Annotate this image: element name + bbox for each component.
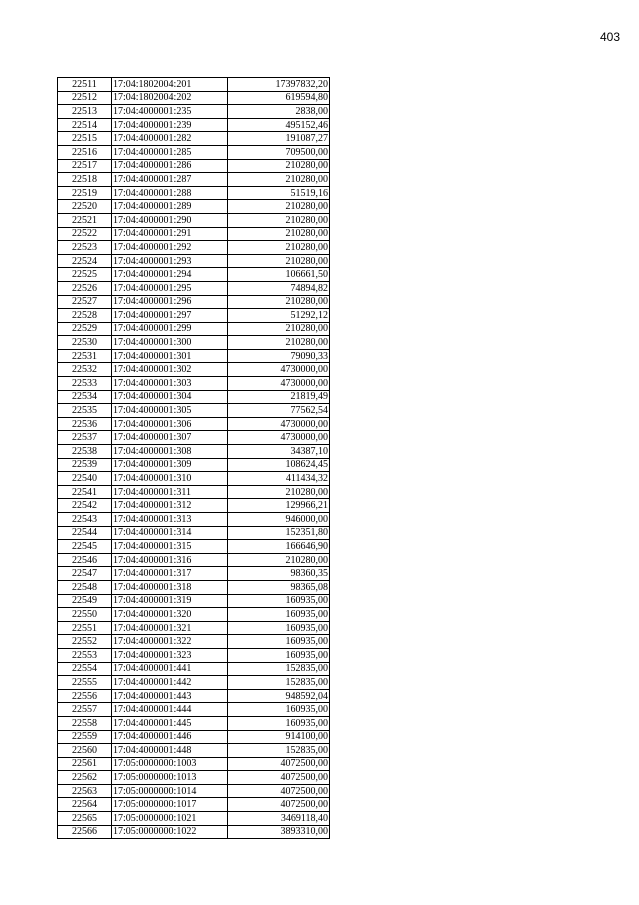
row-number-cell: 22513: [58, 105, 112, 119]
cadastral-number-cell: 17:04:4000001:321: [112, 621, 228, 635]
row-number-cell: 22541: [58, 485, 112, 499]
cadastral-number-cell: 17:04:4000001:312: [112, 499, 228, 513]
table-row: [58, 363, 330, 377]
row-number-cell: 22526: [58, 281, 112, 295]
cadastral-value-cell: 191087,27: [228, 132, 330, 146]
cadastral-number-cell: 17:04:4000001:292: [112, 241, 228, 255]
cadastral-number-cell: 17:04:4000001:319: [112, 594, 228, 608]
row-number-cell: 22548: [58, 580, 112, 594]
cadastral-value-cell: 152835,00: [228, 744, 330, 758]
row-number-cell: 22519: [58, 186, 112, 200]
row-number-cell: 22521: [58, 213, 112, 227]
table-row: [58, 241, 330, 255]
cadastral-value-cell: 210280,00: [228, 295, 330, 309]
row-number-cell: 22543: [58, 513, 112, 527]
cadastral-number-cell: 17:04:4000001:299: [112, 322, 228, 336]
cadastral-value-cell: 210280,00: [228, 254, 330, 268]
row-number-cell: 22527: [58, 295, 112, 309]
cadastral-number-cell: 17:04:4000001:294: [112, 268, 228, 282]
cadastral-number-cell: 17:04:4000001:290: [112, 213, 228, 227]
cadastral-number-cell: 17:04:4000001:239: [112, 118, 228, 132]
table-row: [58, 526, 330, 540]
table-row: [58, 458, 330, 472]
cadastral-value-cell: 210280,00: [228, 227, 330, 241]
row-number-cell: 22539: [58, 458, 112, 472]
table-row: [58, 377, 330, 391]
cadastral-number-cell: 17:05:0000000:1013: [112, 771, 228, 785]
cadastral-number-cell: 17:04:4000001:302: [112, 363, 228, 377]
cadastral-value-cell: 619594,80: [228, 91, 330, 105]
cadastral-value-cell: 152351,80: [228, 526, 330, 540]
table-row: [58, 132, 330, 146]
table-row: [58, 336, 330, 350]
cadastral-number-cell: 17:04:4000001:291: [112, 227, 228, 241]
cadastral-value-cell: 4072500,00: [228, 771, 330, 785]
cadastral-number-cell: 17:04:1802004:201: [112, 78, 228, 92]
table-row: [58, 662, 330, 676]
cadastral-value-cell: 152835,00: [228, 676, 330, 690]
cadastral-number-cell: 17:04:4000001:295: [112, 281, 228, 295]
row-number-cell: 22529: [58, 322, 112, 336]
table-row: [58, 730, 330, 744]
cadastral-value-cell: 160935,00: [228, 703, 330, 717]
table-row: [58, 499, 330, 513]
cadastral-value-cell: 3893310,00: [228, 825, 330, 839]
cadastral-number-cell: 17:04:4000001:311: [112, 485, 228, 499]
table-row: [58, 567, 330, 581]
table-row: [58, 254, 330, 268]
cadastral-value-cell: 4730000,00: [228, 431, 330, 445]
cadastral-number-cell: 17:04:4000001:285: [112, 145, 228, 159]
cadastral-number-cell: 17:04:4000001:293: [112, 254, 228, 268]
table-row: [58, 676, 330, 690]
cadastral-value-cell: 495152,46: [228, 118, 330, 132]
table-row: [58, 309, 330, 323]
cadastral-number-cell: 17:04:4000001:316: [112, 553, 228, 567]
row-number-cell: 22546: [58, 553, 112, 567]
cadastral-value-cell: 51292,12: [228, 309, 330, 323]
table-row: [58, 513, 330, 527]
cadastral-value-cell: 106661,50: [228, 268, 330, 282]
table-row: [58, 349, 330, 363]
table-row: [58, 91, 330, 105]
row-number-cell: 22563: [58, 784, 112, 798]
table-row: [58, 635, 330, 649]
table-row: [58, 472, 330, 486]
table-row: [58, 648, 330, 662]
row-number-cell: 22514: [58, 118, 112, 132]
table-body: [58, 78, 330, 839]
cadastral-value-cell: 74894,82: [228, 281, 330, 295]
row-number-cell: 22549: [58, 594, 112, 608]
row-number-cell: 22518: [58, 173, 112, 187]
table-row: [58, 825, 330, 839]
row-number-cell: 22566: [58, 825, 112, 839]
cadastral-number-cell: 17:04:4000001:445: [112, 716, 228, 730]
cadastral-value-table: [57, 77, 330, 839]
cadastral-number-cell: 17:04:4000001:318: [112, 580, 228, 594]
row-number-cell: 22520: [58, 200, 112, 214]
row-number-cell: 22535: [58, 404, 112, 418]
cadastral-value-cell: 17397832,20: [228, 78, 330, 92]
cadastral-number-cell: 17:04:4000001:296: [112, 295, 228, 309]
table-row: [58, 485, 330, 499]
cadastral-number-cell: 17:04:4000001:304: [112, 390, 228, 404]
table-row: [58, 431, 330, 445]
table-row: [58, 608, 330, 622]
row-number-cell: 22516: [58, 145, 112, 159]
cadastral-value-cell: 129966,21: [228, 499, 330, 513]
cadastral-number-cell: 17:04:4000001:300: [112, 336, 228, 350]
cadastral-value-cell: 4072500,00: [228, 757, 330, 771]
row-number-cell: 22558: [58, 716, 112, 730]
table-row: [58, 553, 330, 567]
row-number-cell: 22562: [58, 771, 112, 785]
row-number-cell: 22524: [58, 254, 112, 268]
cadastral-number-cell: 17:04:4000001:315: [112, 540, 228, 554]
table-row: [58, 784, 330, 798]
cadastral-value-cell: 98365,08: [228, 580, 330, 594]
cadastral-value-cell: 160935,00: [228, 716, 330, 730]
row-number-cell: 22536: [58, 417, 112, 431]
cadastral-value-cell: 210280,00: [228, 173, 330, 187]
cadastral-value-cell: 210280,00: [228, 553, 330, 567]
row-number-cell: 22525: [58, 268, 112, 282]
table-row: [58, 812, 330, 826]
cadastral-number-cell: 17:04:4000001:306: [112, 417, 228, 431]
row-number-cell: 22554: [58, 662, 112, 676]
row-number-cell: 22540: [58, 472, 112, 486]
row-number-cell: 22528: [58, 309, 112, 323]
row-number-cell: 22547: [58, 567, 112, 581]
table-row: [58, 295, 330, 309]
table-row: [58, 716, 330, 730]
cadastral-number-cell: 17:04:4000001:235: [112, 105, 228, 119]
cadastral-number-cell: 17:04:4000001:442: [112, 676, 228, 690]
cadastral-value-cell: 160935,00: [228, 594, 330, 608]
table-row: [58, 594, 330, 608]
row-number-cell: 22533: [58, 377, 112, 391]
cadastral-value-cell: 152835,00: [228, 662, 330, 676]
cadastral-number-cell: 17:04:4000001:320: [112, 608, 228, 622]
row-number-cell: 22511: [58, 78, 112, 92]
table-row: [58, 404, 330, 418]
row-number-cell: 22553: [58, 648, 112, 662]
cadastral-number-cell: 17:04:4000001:313: [112, 513, 228, 527]
cadastral-value-cell: 210280,00: [228, 213, 330, 227]
table-row: [58, 200, 330, 214]
cadastral-value-cell: 98360,35: [228, 567, 330, 581]
cadastral-number-cell: 17:04:4000001:309: [112, 458, 228, 472]
cadastral-number-cell: 17:05:0000000:1021: [112, 812, 228, 826]
table-row: [58, 703, 330, 717]
cadastral-number-cell: 17:04:4000001:289: [112, 200, 228, 214]
cadastral-number-cell: 17:05:0000000:1017: [112, 798, 228, 812]
cadastral-number-cell: 17:04:4000001:310: [112, 472, 228, 486]
cadastral-value-cell: 4072500,00: [228, 784, 330, 798]
table-row: [58, 213, 330, 227]
cadastral-number-cell: 17:04:4000001:282: [112, 132, 228, 146]
cadastral-number-cell: 17:05:0000000:1014: [112, 784, 228, 798]
cadastral-number-cell: 17:04:4000001:287: [112, 173, 228, 187]
row-number-cell: 22560: [58, 744, 112, 758]
table-row: [58, 281, 330, 295]
cadastral-value-cell: 160935,00: [228, 608, 330, 622]
table-row: [58, 580, 330, 594]
cadastral-value-cell: 79090,33: [228, 349, 330, 363]
cadastral-number-cell: 17:04:4000001:301: [112, 349, 228, 363]
table-row: [58, 186, 330, 200]
table-row: [58, 78, 330, 92]
cadastral-value-cell: 210280,00: [228, 485, 330, 499]
row-number-cell: 22523: [58, 241, 112, 255]
row-number-cell: 22542: [58, 499, 112, 513]
row-number-cell: 22544: [58, 526, 112, 540]
table-row: [58, 105, 330, 119]
row-number-cell: 22559: [58, 730, 112, 744]
row-number-cell: 22537: [58, 431, 112, 445]
cadastral-number-cell: 17:04:4000001:308: [112, 445, 228, 459]
cadastral-number-cell: 17:04:4000001:307: [112, 431, 228, 445]
cadastral-value-cell: 160935,00: [228, 648, 330, 662]
cadastral-value-cell: 411434,32: [228, 472, 330, 486]
row-number-cell: 22561: [58, 757, 112, 771]
cadastral-value-cell: 3469118,40: [228, 812, 330, 826]
cadastral-number-cell: 17:04:4000001:444: [112, 703, 228, 717]
cadastral-value-cell: 946000,00: [228, 513, 330, 527]
cadastral-number-cell: 17:04:4000001:446: [112, 730, 228, 744]
cadastral-number-cell: 17:04:4000001:303: [112, 377, 228, 391]
row-number-cell: 22530: [58, 336, 112, 350]
cadastral-value-cell: 2838,00: [228, 105, 330, 119]
row-number-cell: 22564: [58, 798, 112, 812]
table-row: [58, 145, 330, 159]
cadastral-value-cell: 948592,04: [228, 689, 330, 703]
row-number-cell: 22522: [58, 227, 112, 241]
cadastral-value-cell: 4730000,00: [228, 377, 330, 391]
cadastral-number-cell: 17:04:4000001:297: [112, 309, 228, 323]
row-number-cell: 22545: [58, 540, 112, 554]
table-row: [58, 540, 330, 554]
row-number-cell: 22512: [58, 91, 112, 105]
row-number-cell: 22555: [58, 676, 112, 690]
cadastral-number-cell: 17:04:4000001:441: [112, 662, 228, 676]
cadastral-value-cell: 77562,54: [228, 404, 330, 418]
cadastral-value-cell: 34387,10: [228, 445, 330, 459]
cadastral-value-cell: 709500,00: [228, 145, 330, 159]
table-row: [58, 744, 330, 758]
row-number-cell: 22515: [58, 132, 112, 146]
table-row: [58, 771, 330, 785]
table-row: [58, 159, 330, 173]
cadastral-number-cell: 17:04:1802004:202: [112, 91, 228, 105]
row-number-cell: 22517: [58, 159, 112, 173]
table-row: [58, 798, 330, 812]
cadastral-number-cell: 17:05:0000000:1022: [112, 825, 228, 839]
row-number-cell: 22557: [58, 703, 112, 717]
row-number-cell: 22556: [58, 689, 112, 703]
cadastral-value-cell: 4730000,00: [228, 363, 330, 377]
table-row: [58, 757, 330, 771]
cadastral-number-cell: 17:04:4000001:448: [112, 744, 228, 758]
cadastral-value-cell: 21819,49: [228, 390, 330, 404]
cadastral-number-cell: 17:04:4000001:323: [112, 648, 228, 662]
row-number-cell: 22538: [58, 445, 112, 459]
cadastral-value-cell: 166646,90: [228, 540, 330, 554]
cadastral-value-cell: 51519,16: [228, 186, 330, 200]
table-row: [58, 173, 330, 187]
cadastral-number-cell: 17:04:4000001:314: [112, 526, 228, 540]
row-number-cell: 22532: [58, 363, 112, 377]
row-number-cell: 22531: [58, 349, 112, 363]
table-row: [58, 445, 330, 459]
cadastral-number-cell: 17:04:4000001:322: [112, 635, 228, 649]
cadastral-value-cell: 914100,00: [228, 730, 330, 744]
table-row: [58, 268, 330, 282]
cadastral-value-cell: 210280,00: [228, 322, 330, 336]
row-number-cell: 22551: [58, 621, 112, 635]
cadastral-value-cell: 210280,00: [228, 200, 330, 214]
page-number: 403: [599, 30, 620, 44]
table-row: [58, 390, 330, 404]
cadastral-value-cell: 160935,00: [228, 635, 330, 649]
table-row: [58, 621, 330, 635]
cadastral-value-cell: 4730000,00: [228, 417, 330, 431]
cadastral-value-cell: 210280,00: [228, 159, 330, 173]
cadastral-number-cell: 17:04:4000001:443: [112, 689, 228, 703]
cadastral-number-cell: 17:04:4000001:317: [112, 567, 228, 581]
cadastral-value-cell: 4072500,00: [228, 798, 330, 812]
cadastral-value-cell: 160935,00: [228, 621, 330, 635]
cadastral-number-cell: 17:05:0000000:1003: [112, 757, 228, 771]
table-row: [58, 689, 330, 703]
row-number-cell: 22552: [58, 635, 112, 649]
cadastral-number-cell: 17:04:4000001:286: [112, 159, 228, 173]
table-row: [58, 227, 330, 241]
cadastral-number-cell: 17:04:4000001:288: [112, 186, 228, 200]
row-number-cell: 22565: [58, 812, 112, 826]
cadastral-value-cell: 108624,45: [228, 458, 330, 472]
cadastral-number-cell: 17:04:4000001:305: [112, 404, 228, 418]
table-row: [58, 417, 330, 431]
row-number-cell: 22534: [58, 390, 112, 404]
cadastral-value-cell: 210280,00: [228, 336, 330, 350]
table-row: [58, 322, 330, 336]
cadastral-value-cell: 210280,00: [228, 241, 330, 255]
row-number-cell: 22550: [58, 608, 112, 622]
table-row: [58, 118, 330, 132]
